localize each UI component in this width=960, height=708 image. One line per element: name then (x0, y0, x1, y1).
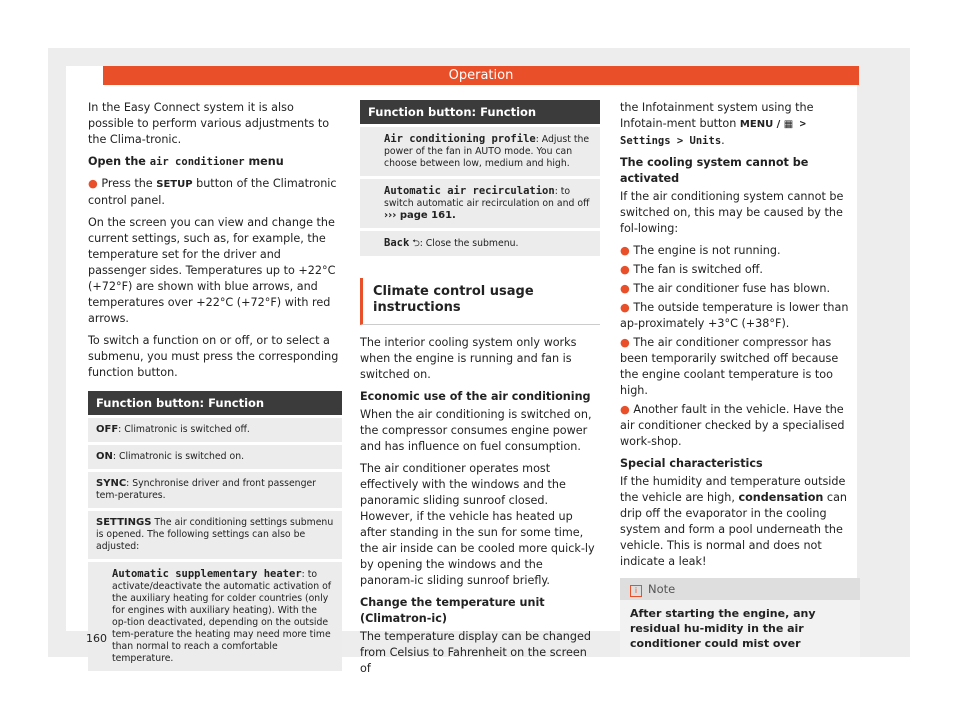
unit-heading: Change the temperature unit (Climatron-ic) (360, 596, 545, 625)
column-2 (360, 100, 600, 683)
screen-paragraph: On the screen you can view and change the current settings, such as, for example, the temperature set for the driver and passenger sides. Temperatures up to +22°C (+72°F) are shown with blue arrows, and temperatures over +22°C (+72°F) with red arrows. (88, 216, 336, 325)
setup-key: SETUP (156, 179, 193, 190)
function-table-2 (360, 100, 600, 256)
cooling-paragraph: The interior cooling system only works when the engine is running and fan is switched on. (360, 336, 577, 381)
intro-paragraph: In the Easy Connect system it is also possible to perform various adjustments to the Clima-tronic. (88, 101, 330, 146)
list-item: ● Another fault in the vehicle. Have the air conditioner checked by a specialised work-shop. (620, 403, 845, 448)
page-number: 160 (86, 632, 107, 645)
cannot-activate-heading: The cooling system cannot be activated (620, 156, 809, 185)
page-header: Operation (103, 66, 859, 85)
list-item: ● The fan is switched off. (620, 263, 763, 276)
open-menu-line: Open the air conditioner menu (88, 155, 284, 168)
table-row: SETTINGS The air conditioning settings submenu is opened. The following settings can also be adjusted: (88, 511, 342, 559)
unit-paragraph: The temperature display can be changed from Celsius to Fahrenheit on the screen of (360, 630, 591, 675)
list-item: ● The engine is not running. (620, 244, 781, 257)
section-title: Climate control usage instructions (360, 278, 600, 325)
press-setup-step: ● Press the SETUP button of the Climatronic control panel. (88, 177, 337, 207)
table-header: Function button: Function (360, 100, 600, 124)
cause-list (620, 243, 860, 450)
note-box (620, 578, 860, 657)
special-paragraph: If the humidity and temperature outside the vehicle are high, condensation can drip off the evaporator in the cooling system and form a pool underneath the vehicle. This is normal and does not indicate a leak! (620, 475, 848, 568)
back-arrow-icon: ⮌ (412, 238, 420, 249)
table-row: Back ⮌: Close the submenu. (360, 231, 600, 256)
info-icon: i (630, 585, 642, 597)
function-table-1 (88, 391, 342, 671)
list-item: ● The air conditioner fuse has blown. (620, 282, 831, 295)
table-header: Function button: Function (88, 391, 342, 415)
effective-paragraph: The air conditioner operates most effectively with the windows and the panoramic sliding sunroof closed. However, if the vehicle has heated up after standing in the sun for some time, the air inside can be cooled more quick-ly by opening the windows and the panoram-ic sliding sunroof briefly. (360, 462, 595, 587)
switch-paragraph: To switch a function on or off, or to select a submenu, you must press the corresponding function button. (88, 334, 339, 379)
list-item: ● The air conditioner compressor has been temporarily switched off because the engine coolant temperature is too high. (620, 336, 839, 397)
infotainment-paragraph: the Infotainment system using the Infotain-ment button MENU / ▦ > Settings > Units. (620, 101, 814, 147)
list-item: ● The outside temperature is lower than ap-proximately +3°C (+38°F). (620, 301, 849, 330)
column-1 (88, 100, 342, 671)
table-row: Automatic air recirculation: to switch automatic air recirculation on and off ››› page 161. (360, 179, 600, 228)
table-row: Automatic supplementary heater: to activate/deactivate the automatic activation of the auxiliary heating for colder countries (only for engines with auxiliary heating). With the op-tion deactivated, depending on the outside tem-perature the heating may need more time than normal to reach a comfortable temperature. (88, 562, 342, 671)
note-header: i Note (620, 578, 860, 600)
note-text: After starting the engine, any residual hu-midity in the air conditioner could mist over (630, 607, 816, 650)
special-heading: Special characteristics (620, 457, 763, 470)
table-row: OFF: Climatronic is switched off. (88, 418, 342, 442)
column-3 (620, 100, 860, 657)
table-row: Air conditioning profile: Adjust the power of the fan in AUTO mode. You can choose between low, medium and high. (360, 127, 600, 176)
table-row: SYNC: Synchronise driver and front passenger tem-peratures. (88, 472, 342, 508)
economic-heading: Economic use of the air conditioning (360, 390, 591, 403)
cannot-activate-paragraph: If the air conditioning system cannot be switched on, this may be caused by the fol-lowing: (620, 190, 844, 235)
table-row: ON: Climatronic is switched on. (88, 445, 342, 469)
bullet-icon: ● (88, 177, 98, 190)
economic-paragraph: When the air conditioning is switched on, the compressor consumes engine power and has influence on fuel consumption. (360, 408, 592, 453)
